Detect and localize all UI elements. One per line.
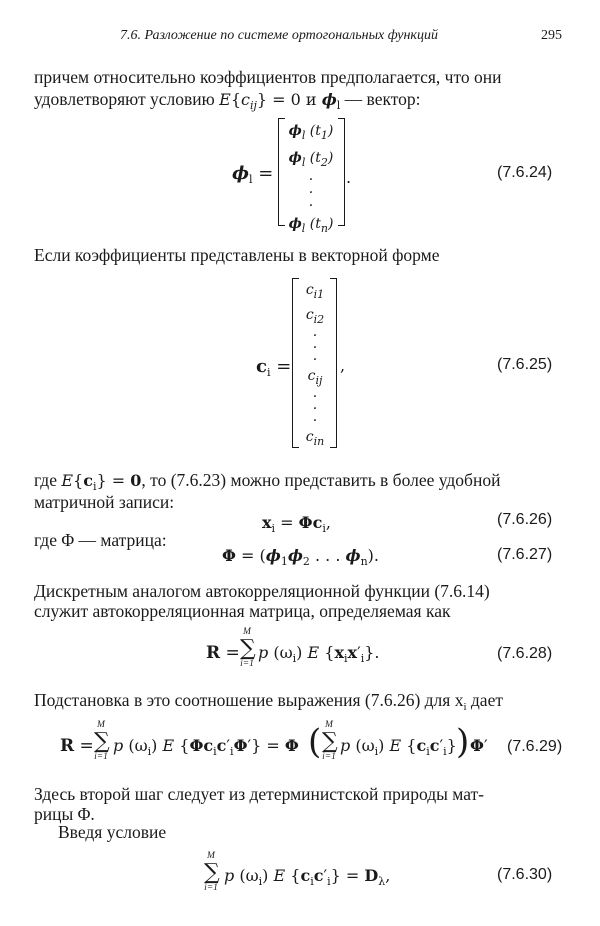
eq29-sum1-lower: i=1 [94, 752, 108, 762]
paragraph-8: Введя условие [58, 822, 167, 842]
eq29-sum1: ∑ [94, 729, 110, 754]
eq28-lhs: R = [206, 643, 240, 663]
eq30-sum-lower: i=1 [204, 883, 218, 893]
eq30-rhs: p $(\omega_i)$ E $\{c_ic'_i\} = D_\lambda$, [224, 866, 391, 888]
paragraph-2: Если коэффициенты представлены в векторной форме [34, 245, 440, 265]
eq25-bracket-right [330, 278, 337, 448]
eq24-vector: $\phi_l$ $(t_1)$ $\phi_l$ $(t_2)$ · · · $\phi_l$ $(t_n)$ [288, 123, 334, 235]
eq28-sum-upper: M [243, 627, 251, 637]
eq29-paren-right: ) [456, 722, 470, 762]
eq29-paren-left: ( [308, 722, 322, 762]
eq28-rhs: p $(\omega_i)$ E $\{x_ix'_i\}$. [258, 643, 380, 665]
eq24-lhs: $\phi_l$ = [232, 163, 274, 186]
inline-math: E [219, 90, 231, 109]
text-fragment: — вектор: [340, 89, 421, 109]
paragraph-7-line-1: Здесь второй шаг следует из детерминистской природы мат- [34, 784, 484, 804]
eq29-lhs: R = [60, 736, 94, 756]
eq27: $\Phi = (\phi_1\phi_2$ . . . $\phi_n$). [222, 546, 379, 568]
eq29-part1: p $(\omega_i)$ E $\{\Phi c_ic'_i\Phi'\} = \Phi$ [113, 736, 299, 758]
eq28-number: (7.6.28) [497, 645, 553, 662]
page-number: 295 [541, 28, 562, 43]
inline-math: $\{c_{ij}\} = 0$ и $\phi_l$ [230, 90, 341, 112]
eq28-sum-lower: i=1 [240, 659, 254, 669]
paragraph-6: Подстановка в это соотношение выражения (7.6.26) для $x_i$ дает [34, 690, 503, 713]
paragraph-5-line-1: Дискретным аналогом автокорреляционной функции (7.6.14) [34, 581, 490, 601]
eq25-vector: $c_{i1}$ $c_{i2}$ · · · $c_{ij}$ · · · $c_{in}$ [305, 282, 325, 448]
eq25-number: (7.6.25) [497, 356, 553, 373]
text-fragment: удовлетворяют условию [34, 89, 220, 109]
eq26: $x_i = \Phi c_i$, [262, 513, 331, 535]
eq25-comma: , [340, 356, 346, 375]
paragraph-3-line-2: матричной записи: [34, 492, 175, 512]
text-fragment: дает [466, 690, 503, 710]
eq24-number: (7.6.24) [497, 164, 553, 181]
eq29-part2: p $(\omega_i)$ E $\{c_ic'_i\}$ [340, 736, 457, 758]
paragraph-1-line-2 [34, 88, 421, 117]
paragraph-7-line-2: рицы Φ. [34, 804, 95, 824]
eq29-part3: Φ′ [470, 736, 488, 755]
eq29-number: (7.6.29) [507, 738, 563, 755]
paragraph-1-line-1: причем относительно коэффициентов предполагается, что они [34, 67, 502, 87]
eq30-sum-upper: M [207, 851, 215, 861]
text-fragment: , то (7.6.23) можно представить в более удобной [141, 470, 501, 490]
eq29-sum2-upper: M [325, 720, 333, 730]
text-fragment: где [34, 470, 62, 490]
running-header-title: 7.6. Разложение по системе ортогональных функций [120, 28, 438, 43]
eq26-number: (7.6.26) [497, 511, 553, 528]
inline-math: $E\{c_i\} = 0$ [61, 471, 142, 493]
eq30-number: (7.6.30) [497, 866, 553, 883]
eq29-sum2-lower: i=1 [322, 752, 336, 762]
eq29-sum2: ∑ [322, 729, 338, 754]
eq28-sum: ∑ [240, 636, 256, 661]
eq29-sum1-upper: M [97, 720, 105, 730]
eq24-period: . [346, 168, 352, 187]
text-fragment: Подстановка в это соотношение выражения (7.6.26) для x [34, 690, 464, 710]
paragraph-4: где Φ — матрица: [34, 530, 167, 550]
eq25-lhs: $c_i$ = [256, 356, 292, 379]
eq30-sum: ∑ [204, 860, 220, 885]
eq24-bracket-right [338, 118, 345, 226]
eq27-number: (7.6.27) [497, 546, 553, 563]
paragraph-5-line-2: служит автокорреляционная матрица, определяемая как [34, 601, 451, 621]
